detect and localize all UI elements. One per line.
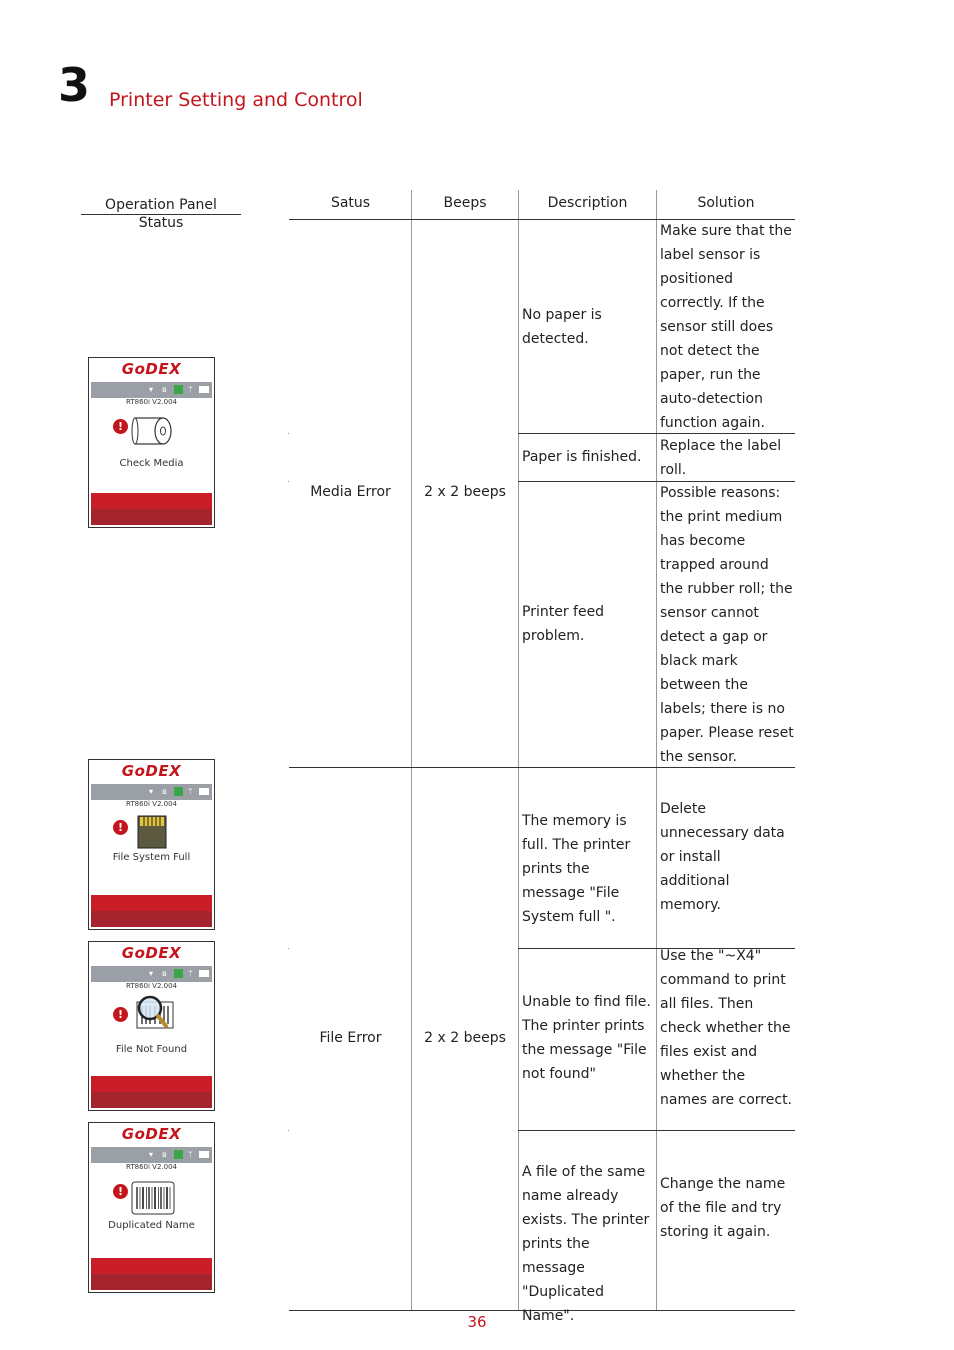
header-beeps: Beeps [443,195,487,211]
file-error-status: File Error [319,1030,382,1046]
lcd-panel-check-media [88,357,215,528]
wifi-icon: ▾ [149,969,154,978]
bluetooth-icon: ʙ [162,969,167,978]
panel-buttons [91,493,212,525]
firmware-version: RT860i V2.004 [126,398,177,406]
battery-icon [199,970,209,977]
wifi-icon: ▾ [149,787,154,796]
error-icon: ! [113,419,128,434]
page-number: 36 [467,1313,487,1331]
panel-buttons [91,895,212,927]
media-error-beeps: 2 x 2 beeps [424,484,506,500]
description-cell: Paper is finished. [522,449,642,465]
media-error-status: Media Error [310,484,391,500]
solution-cell: Replace the label roll. [660,438,782,478]
solution-cell: Change the name of the file and try storing it again. [660,1176,786,1240]
lcd-panel-file-system-full [88,759,215,930]
firmware-version: RT860i V2.004 [126,800,177,808]
usb-icon: ᛘ [188,969,193,978]
usb-icon: ᛘ [188,787,193,796]
memory-card-icon [136,814,168,850]
row-rule [518,1130,795,1131]
description-cell: No paper is detected. [522,307,602,347]
status-bar [91,966,212,982]
panel-message: File System Full [112,852,191,863]
godex-logo: GoDEX [121,360,182,378]
usb-icon: ᛘ [188,1150,193,1159]
error-icon: ! [113,1007,128,1022]
lcd-panel-file-not-found [88,941,215,1111]
wifi-icon: ▾ [149,1150,154,1159]
panel-message: File Not Found [115,1044,188,1055]
godex-logo: GoDEX [121,944,182,962]
usb-icon: ᛘ [188,385,193,394]
column-divider [656,190,657,1311]
file-error-beeps: 2 x 2 beeps [424,1030,506,1046]
header-status: Satus [330,195,371,211]
solution-cell: Possible reasons: the print medium has become trapped around the rubber roll; the sensor cannot detect a gap or black mark between the labels; there is no paper. Please reset the sensor. [660,485,794,765]
solution-cell: Make sure that the label sensor is positioned correctly. If the sensor still does not detect the paper, run the auto-detection function again. [660,223,792,431]
panel-buttons [91,1076,212,1108]
panel-message: Check Media [119,458,184,469]
header-solution: Solution [697,195,755,211]
status-bar [91,784,212,800]
op-panel-header-rule [81,214,241,215]
description-cell: A file of the same name already exists. The printer prints the message "Duplicated Name". [522,1164,650,1324]
error-icon: ! [113,1184,128,1199]
godex-logo: GoDEX [121,1125,182,1143]
bluetooth-icon: ʙ [162,385,167,394]
solution-cell: Use the "~X4" command to print all files. Then check whether the files exist and whether the names are correct. [660,948,793,1108]
status-bar [91,382,212,398]
network-icon [174,1150,183,1159]
lcd-panel-duplicated-name [88,1122,215,1293]
error-icon: ! [113,820,128,835]
media-roll-icon [131,414,173,448]
firmware-version: RT860i V2.004 [126,1163,177,1171]
description-cell: Printer feed problem. [522,604,605,644]
chapter-title: Printer Setting and Control [109,89,363,111]
chapter-number: 3 [58,58,91,112]
firmware-version: RT860i V2.004 [126,982,177,990]
description-cell: The memory is full. The printer prints the message "File System full ". [522,813,631,925]
network-icon [174,385,183,394]
header-description: Description [547,195,628,211]
solution-cell: Delete unnecessary data or install additional memory. [660,801,785,913]
panel-message: Duplicated Name [108,1220,195,1231]
magnifier-barcode-icon [133,994,175,1038]
column-divider [411,190,412,1311]
op-panel-header: Operation Panel Status [105,197,217,231]
network-icon [174,787,183,796]
wifi-icon: ▾ [149,385,154,394]
godex-logo: GoDEX [121,762,182,780]
battery-icon [199,788,209,795]
network-icon [174,969,183,978]
panel-buttons [91,1258,212,1290]
bluetooth-icon: ʙ [162,787,167,796]
barcode-icon [131,1181,175,1215]
status-bar [91,1147,212,1163]
bluetooth-icon: ʙ [162,1150,167,1159]
column-divider [518,190,519,1311]
description-cell: Unable to find file. The printer prints the message "File not found" [522,994,651,1082]
battery-icon [199,1151,209,1158]
battery-icon [199,386,209,393]
